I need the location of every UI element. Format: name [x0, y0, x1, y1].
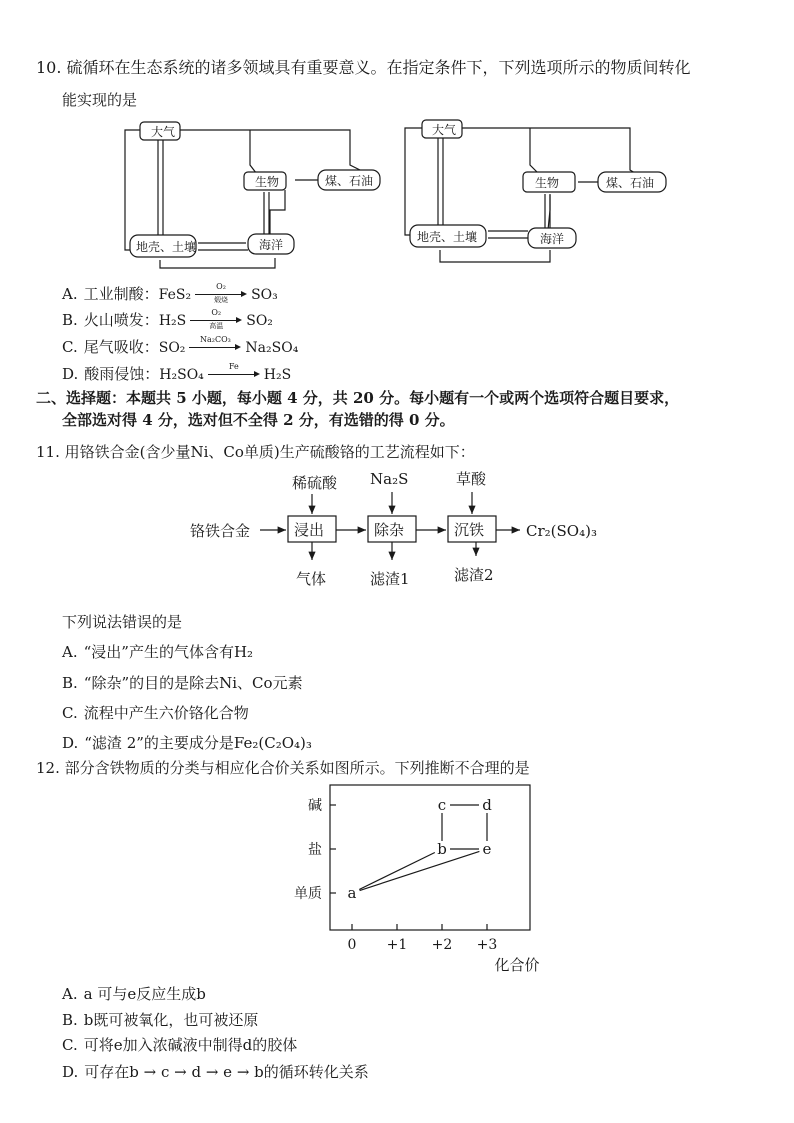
point-d: d	[482, 796, 492, 814]
option-letter: A.	[62, 985, 78, 1003]
label-coal-oil-left: 煤、石油	[325, 174, 374, 188]
flow-reagent3-label: 草酸	[456, 470, 487, 488]
option-letter: C.	[62, 338, 78, 356]
label-ocean-left: 海洋	[259, 238, 284, 252]
option-text: 火山喷发：	[83, 311, 159, 329]
product: SO₂	[246, 313, 273, 329]
x-axis-label: 化合价	[494, 956, 540, 974]
point-c: c	[437, 796, 447, 814]
flow-step2-label: 除杂	[374, 521, 405, 539]
option-letter: D.	[62, 365, 79, 383]
label-organism-left: 生物	[255, 175, 280, 189]
relation-line-a-b	[359, 853, 435, 890]
x-tick-label: 0	[347, 937, 357, 953]
arrow-shaft	[189, 347, 237, 348]
option-letter: A.	[62, 285, 78, 303]
q11-question: 下列说法错误的是	[62, 613, 183, 631]
q11-process-flowchart	[180, 464, 640, 594]
condition-bottom: 高温	[209, 322, 224, 330]
label-organism-right: 生物	[535, 176, 560, 190]
flow-out3-label: 滤渣2	[454, 566, 494, 584]
q10-option-a[interactable]	[62, 284, 278, 305]
option-text: 工业制酸：	[83, 285, 159, 303]
condition-top: Fe	[228, 362, 239, 371]
relation-line-a-e	[360, 851, 480, 890]
product: Na₂SO₄	[245, 340, 299, 356]
q10-option-d[interactable]	[62, 364, 291, 385]
q12-option-a[interactable]	[62, 984, 206, 1004]
arrow-head	[254, 371, 260, 377]
q12-option-b[interactable]	[62, 1010, 258, 1030]
flow-reagent2-label: Na₂S	[370, 470, 409, 488]
arrow-shaft	[195, 294, 243, 295]
option-text: 酸雨侵蚀：	[84, 365, 160, 383]
condition-top: O₂	[216, 282, 226, 291]
reaction-arrow	[193, 284, 249, 304]
q12-option-c[interactable]	[62, 1035, 297, 1055]
point-a: a	[347, 884, 357, 902]
label-crust-soil-left: 地壳、土壤	[136, 240, 197, 254]
option-text: a 可与e反应生成b	[83, 985, 206, 1003]
flow-start-label: 铬铁合金	[190, 522, 251, 540]
y-tick-label: 盐	[308, 842, 322, 858]
flow-step3-label: 沉铁	[454, 521, 485, 539]
q10-option-b[interactable]	[62, 310, 273, 331]
option-letter: C.	[62, 704, 78, 722]
label-atmosphere-right: 大气	[432, 123, 457, 137]
label-atmosphere-left: 大气	[151, 125, 176, 139]
q11-stem: 11. 用铬铁合金(含少量Ni、Co单质)生产硫酸铬的工艺流程如下：	[36, 443, 475, 461]
sulfur-cycle-diagram-right	[405, 120, 666, 262]
option-letter: D.	[62, 1063, 79, 1081]
condition-top: O₂	[211, 308, 222, 317]
label-coal-oil-right: 煤、石油	[606, 176, 655, 190]
option-letter: B.	[62, 1011, 78, 1029]
flow-reagent1-label: 稀硫酸	[292, 474, 338, 492]
option-text: b既可被氧化，也可被还原	[83, 1011, 259, 1029]
flow-out1-label: 气体	[296, 570, 327, 588]
q10-stem-line1: 10. 硫循环在生态系统的诸多领域具有重要意义。在指定条件下，下列选项所示的物质间转化	[36, 58, 691, 77]
q12-stem: 12. 部分含铁物质的分类与相应化合价关系如图所示。下列推断不合理的是	[36, 759, 530, 777]
q12-option-d[interactable]	[62, 1062, 369, 1082]
y-tick-label: 单质	[294, 886, 322, 902]
reaction-arrow	[187, 337, 243, 357]
x-tick-label: +1	[386, 937, 408, 953]
q10-option-c[interactable]	[62, 337, 298, 358]
label-ocean-right: 海洋	[540, 232, 565, 246]
q11-option-a[interactable]	[62, 642, 253, 662]
x-tick-label: +2	[431, 937, 453, 953]
option-text: “除杂”的目的是除去Ni、Co元素	[83, 674, 303, 692]
flow-step1-label: 浸出	[294, 521, 325, 539]
arrow-shaft	[208, 374, 256, 375]
y-tick-label: 碱	[308, 798, 322, 814]
q10-stem-line2: 能实现的是	[62, 91, 138, 109]
reactant: H₂S	[158, 313, 187, 329]
option-text: 流程中产生六价铬化合物	[83, 704, 249, 722]
q12-valence-class-chart	[280, 780, 580, 980]
sulfur-cycle-diagram-left	[125, 122, 380, 268]
option-letter: A.	[62, 643, 78, 661]
point-e: e	[482, 840, 492, 858]
x-tick-label: +3	[476, 937, 498, 953]
reactant: FeS₂	[158, 287, 192, 303]
option-letter: B.	[62, 674, 78, 692]
arrow-head	[235, 344, 241, 350]
option-text: 可存在b → c → d → e → b的循环转化关系	[84, 1063, 369, 1081]
option-text: 可将e加入浓碱液中制得d的胶体	[83, 1036, 298, 1054]
arrow-shaft	[190, 320, 238, 321]
reaction-arrow	[206, 364, 262, 384]
section2-header-line1: 二、选择题：本题共 5 小题，每小题 4 分，共 20 分。每小题有一个或两个选项符合题目要求，	[36, 389, 680, 407]
option-text: “浸出”产生的气体含有H₂	[83, 643, 254, 661]
flow-out2-label: 滤渣1	[370, 570, 410, 588]
section2-header-line2: 全部选对得 4 分，选对但不全得 2 分，有选错的得 0 分。	[62, 411, 455, 429]
condition-bottom: 煅烧	[214, 296, 229, 304]
product: SO₃	[251, 287, 278, 303]
point-b: b	[437, 840, 447, 858]
product: H₂S	[263, 367, 292, 383]
option-text: 尾气吸收：	[83, 338, 159, 356]
flow-product-label: Cr₂(SO₄)₃	[526, 522, 597, 540]
option-letter: C.	[62, 1036, 78, 1054]
q10-sulfur-cycle-diagrams	[0, 110, 794, 280]
q11-option-b[interactable]	[62, 673, 303, 693]
option-text: “滤渣 2”的主要成分是Fe₂(C₂O₄)₃	[84, 734, 312, 752]
reaction-arrow	[188, 310, 244, 330]
label-crust-soil-right: 地壳、土壤	[417, 230, 478, 244]
chart-frame	[330, 785, 530, 930]
condition-top: Na₂CO₃	[199, 335, 231, 344]
q11-option-d[interactable]	[62, 733, 312, 753]
reactant: H₂SO₄	[159, 367, 204, 383]
reactant: SO₂	[158, 340, 186, 356]
option-letter: D.	[62, 734, 79, 752]
q11-option-c[interactable]	[62, 703, 249, 723]
option-letter: B.	[62, 311, 78, 329]
